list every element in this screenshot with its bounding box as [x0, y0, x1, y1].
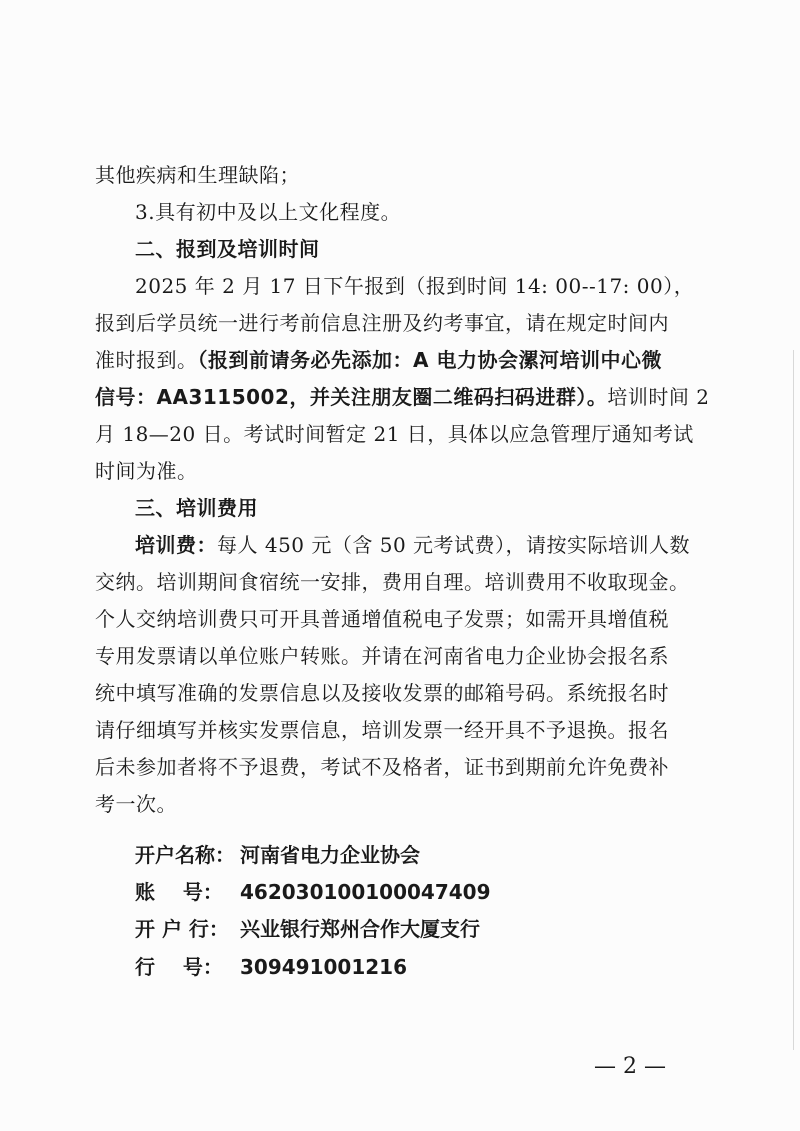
bold-notice: 信号：AA3115002，并关注朋友圈二维码扫码进群）。: [95, 385, 608, 409]
text-line: 其他疾病和生理缺陷；: [95, 163, 300, 187]
section-heading-fees: 三、培训费用: [135, 496, 258, 520]
text-run: 每人 450 元（含 50 元考试费），请按实际培训人数: [217, 533, 691, 557]
text-line: [95, 348, 715, 372]
account-name-value: 河南省电力企业协会: [240, 843, 420, 867]
text-line: 请仔细填写并核实发票信息，培训发票一经开具不予退换。报名: [95, 718, 669, 742]
account-number-label: 账 号：: [135, 880, 223, 904]
text-line: 月 18—20 日。考试时间暂定 21 日，具体以应急管理厅通知考试: [95, 422, 694, 446]
bank-label: 开 户 行：: [135, 917, 229, 941]
scan-edge-divider: [793, 350, 794, 1050]
text-line: 考一次。: [95, 792, 177, 816]
text-line: [135, 533, 755, 557]
section-heading-registration: 二、报到及培训时间: [135, 237, 320, 261]
bank-code-label: 行 号：: [135, 955, 223, 979]
text-line: 后未参加者将不予退费，考试不及格者，证书到期前允许免费补: [95, 755, 669, 779]
text-line: 统中填写准确的发票信息以及接收发票的邮箱号码。系统报名时: [95, 681, 669, 705]
account-number-value: 462030100100047409: [240, 880, 491, 904]
bank-code-value: 309491001216: [240, 955, 407, 979]
text-run: 培训时间 2: [607, 385, 710, 409]
text-run: 准时报到。: [95, 348, 198, 372]
text-line: 报到后学员统一进行考前信息注册及约考事宜，请在规定时间内: [95, 311, 669, 335]
text-line: 3.具有初中及以上文化程度。: [135, 200, 402, 224]
bold-notice: （报到前请务必先添加：A 电力协会漯河培训中心微: [197, 348, 662, 372]
account-name-label: 开户名称：: [135, 843, 235, 867]
bank-value: 兴业银行郑州合作大厦支行: [240, 917, 480, 941]
text-line: 交纳。培训期间食宿统一安排，费用自理。培训费用不收取现金。: [95, 570, 690, 594]
text-line: 个人交纳培训费只可开具普通增值税电子发票；如需开具增值税: [95, 607, 669, 631]
text-line: 2025 年 2 月 17 日下午报到（报到时间 14: 00--17: 00），: [135, 274, 695, 298]
text-line: 时间为准。: [95, 459, 198, 483]
page-number: — 2 —: [594, 1054, 666, 1079]
fee-label: 培训费：: [135, 533, 217, 557]
text-line: 专用发票请以单位账户转账。并请在河南省电力企业协会报名系: [95, 644, 669, 668]
text-line: [95, 385, 715, 409]
